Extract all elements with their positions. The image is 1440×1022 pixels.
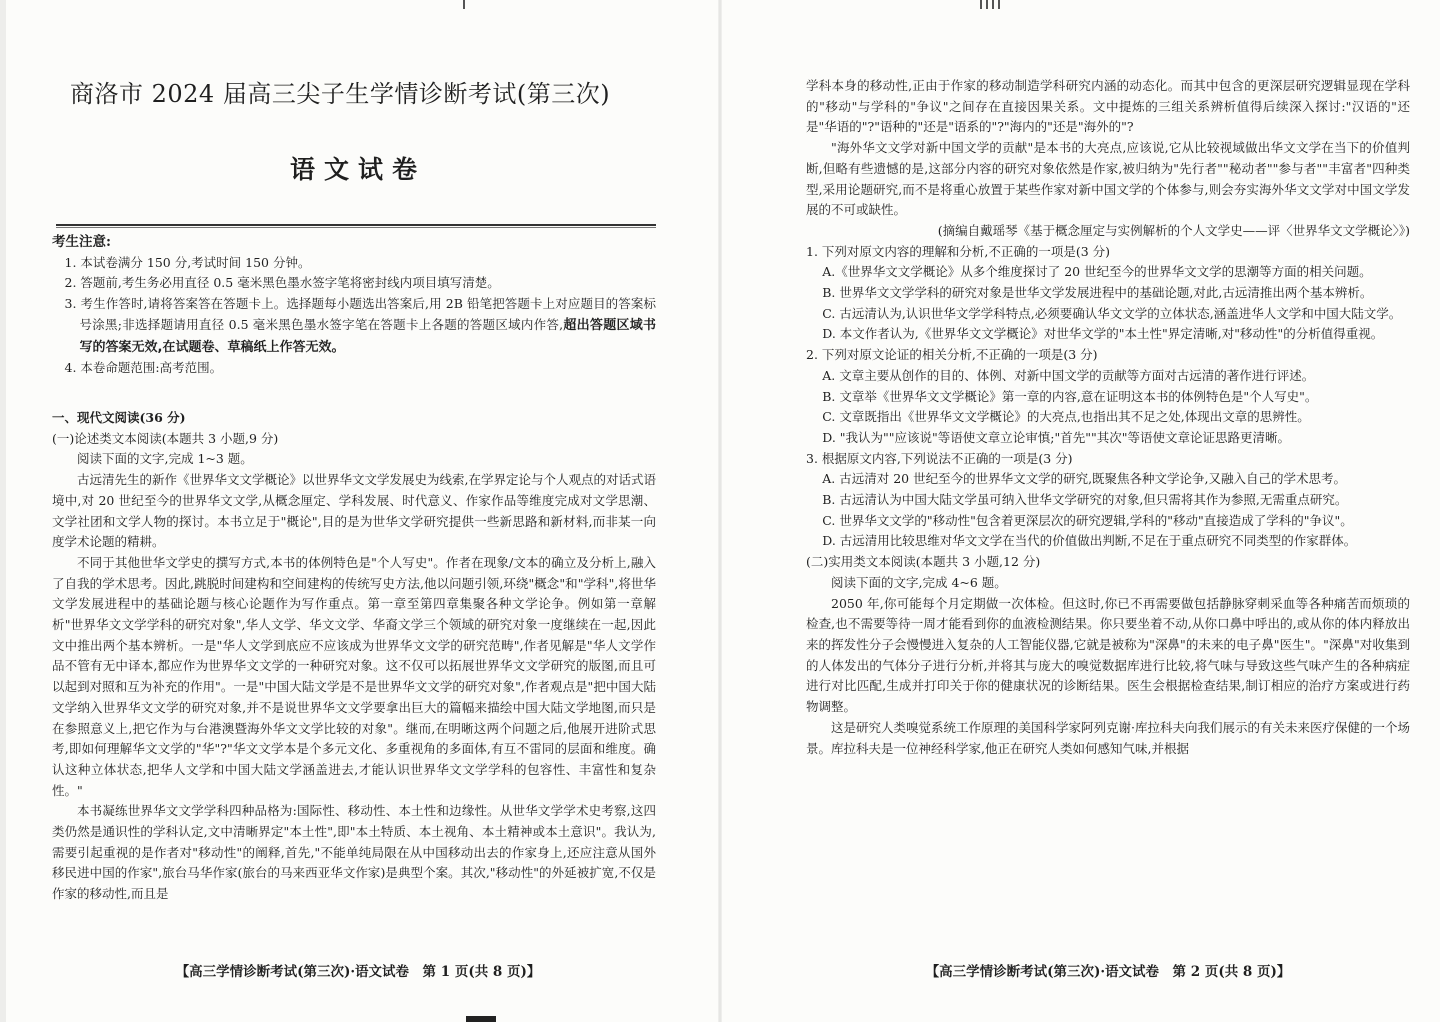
notice-heading: 考生注意: xyxy=(52,234,111,250)
reading-section xyxy=(52,408,656,905)
exam-page-2 xyxy=(806,0,1410,1022)
passage-source: (摘编自戴瑶琴《基于概念厘定与实例解析的个人文学史——评〈世界华文文学概论〉》) xyxy=(937,222,1410,238)
subsection-heading: (一)论述类文本阅读(本题共 3 小题,9 分) xyxy=(52,430,279,446)
passage-paragraph: 古远清先生的新作《世界华文文学概论》以世界华文文学发展史为线索,在学界定论与个人观点的对话式语境中,对 20 世纪至今的世界华文文学,从概念厘定、学科发展、时代意义、作家作品等维度完成对文学思潮、文学社团和文学人物的探讨。本书立足于"概论",目的是为世华文学研究提供一些新思路和新材料,而非某一向度学术论题的精耕。 xyxy=(52,472,656,550)
notice-item-text: 3. 考生作答时,请将答案答在答题卡上。选择题每小题选出答案后,用 2B 铅笔把答题卡上对应题目的答案标号涂黑;非选择题请用直径 0.5 毫米黑色墨水签字笔在答题卡上各题的答题区域内作答, xyxy=(64,296,656,332)
page-footer: 【高三学情诊断考试(第三次)·语文试卷 第 2 页(共 8 页)】 xyxy=(925,964,1291,980)
answer-option: D. 本文作者认为,《世界华文文学概论》对世华文学的"本土性"界定清晰,对"移动性"的分析值得重视。 xyxy=(822,326,1384,342)
header-divider xyxy=(56,224,656,228)
question-stem: 3. 根据原文内容,下列说法不正确的一项是(3 分) xyxy=(806,450,1073,466)
exam-page-1 xyxy=(52,0,664,1022)
answer-option: B. 世界华文文学学科的研究对象是世华文学发展进程中的基础论题,对此,古远清推出两个基本辨析。 xyxy=(822,285,1373,301)
instruction: 阅读下面的文字,完成 1~3 题。 xyxy=(77,451,253,467)
notice-block xyxy=(52,232,656,379)
notice-warning-bold: 超出答题区域书写的答案无效,在试题卷、草稿纸上作答无效。 xyxy=(79,317,656,355)
section-heading: 一、现代文阅读(36 分) xyxy=(52,410,186,425)
exam-subtitle: 语文试卷 xyxy=(289,155,426,184)
answer-option: C. 世界华文文学的"移动性"包含着更深层次的研究逻辑,学科的"移动"直接造成了学科的"争议"。 xyxy=(822,512,1353,528)
answer-option: D. 古远清用比较思维对华文文学在当代的价值做出判断,不足在于重点研究不同类型的作家群体。 xyxy=(822,533,1357,549)
answer-option: C. 古远清认为,认识世华文学学科特点,必须要确认华文文学的立体状态,涵盖进华人文学和中国大陆文学。 xyxy=(822,305,1402,321)
scan-edge xyxy=(0,0,6,1022)
answer-option: A. 古远清对 20 世纪至今的世界华文文学的研究,既聚焦各种文学论争,又融入自己的学术思考。 xyxy=(822,471,1347,487)
notice-item: 4. 本卷命题范围:高考范围。 xyxy=(64,360,223,376)
instruction: 阅读下面的文字,完成 4~6 题。 xyxy=(831,574,1007,590)
answer-option: B. 文章举《世界华文文学概论》第一章的内容,意在证明这本书的体例特色是"个人写史"。 xyxy=(822,388,1318,404)
answer-option: A. 文章主要从创作的目的、体例、对新中国文学的贡献等方面对古远清的著作进行评述。 xyxy=(822,367,1315,383)
page-fold-crease xyxy=(718,0,722,1022)
exam-title: 商洛市 2024 届高三尖子生学情诊断考试(第三次) xyxy=(70,80,611,108)
passage-paragraph: 2050 年,你可能每个月定期做一次体检。但这时,你已不再需要做包括静脉穿刺采血等各种痛苦而烦琐的检查,也不需要等待一周才能看到你的血液检测结果。你只要坐着不动,从你口鼻中呼出的,或从你的体内释放出来的挥发性分子会慢慢进入复杂的人工智能仪器,它就是被称为"深鼻"的未来的电子鼻"医生"。"深鼻"对收集到的人体发出的气体分子进行分析,并将其与庞大的嗅觉数据库进行比较,将气味与导致这些气味产生的各种病症进行对比匹配,生成并打印关于你的健康状况的诊断结果。医生会根据检查结果,制订相应的治疗方案或进行药物调整。 xyxy=(806,595,1410,715)
answer-option: A.《世界华文文学概论》从多个维度探讨了 20 世纪至今的世界华文文学的思潮等方面的相关问题。 xyxy=(822,264,1372,280)
passage-paragraph: "海外华文文学对新中国文学的贡献"是本书的大亮点,应该说,它从比较视域做出华文文学在当下的价值判断,但略有些遗憾的是,这部分内容的研究对象依然是作家,被归纳为"先行者""秘动者""参与者""丰富者"四种类型,采用论题研究,而不是将重心放置于某些作家对新中国文学的个体参与,则会夯实海外华文文学对中国文学发展的不可或缺性。 xyxy=(806,140,1410,218)
notice-item: 1. 本试卷满分 150 分,考试时间 150 分钟。 xyxy=(64,254,311,270)
page-footer: 【高三学情诊断考试(第三次)·语文试卷 第 1 页(共 8 页)】 xyxy=(175,964,541,980)
question-stem: 2. 下列对原文论证的相关分析,不正确的一项是(3 分) xyxy=(806,347,1098,363)
answer-option: D. "我认为""应该说"等语使文章立论审慎;"首先""其次"等语使文章论证思路更清晰。 xyxy=(822,429,1290,445)
passage-continuation xyxy=(806,76,1410,759)
passage-paragraph: 不同于其他世华文学史的撰写方式,本书的体例特色是"个人写史"。作者在现象/文本的确立及分析上,融入了自我的学术思考。因此,跳脱时间建构和空间建构的传统写史方法,他以问题引领,环绕"概念"和"学科",将世华文学发展进程中的基础论题与核心论题作为写作重点。第一章至第四章集聚各种文学论争。例如第一章解析"世界华文文学学科的研究对象",华人文学、华文文学、华裔文学三个领域的研究对象一度继续在一起,因此文中推出两个基本辨析。一是"华人文学到底应不应该成为世界华文文学的研究范畴",作者见解是"华人文学作品不管有无中译本,都应作为世界华文文学的一种研究对象。这不仅可以拓展世界华文文学研究的版图,而且可以起到对照和互为补充的作用"。一是"中国大陆文学是不是世界华文文学的研究对象",作者观点是"把中国大陆文学纳入世界华文文学的研究对象,并不是说世界华文文学要拿出巨大的篇幅来描绘中国大陆文学地图,而只是在参照意义上,把它作为与台港澳暨海外华文文学比较的对象"。继而,在明晰这两个问题之后,他展开进阶式思考,即如何理解华文文学的"华"?"华文文学本是个多元文化、多重视角的多面体,有互不雷同的层面和维度。确认这种立体状态,把华人文学和中国大陆文学涵盖进去,才能认识世界华文文学学科的包容性、丰富性和复杂性。" xyxy=(52,554,656,798)
notice-item xyxy=(52,294,656,358)
passage-paragraph: 这是研究人类嗅觉系统工作原理的美国科学家阿列克谢·库拉科夫向我们展示的有关未来医疗保健的一个场景。库拉科夫是一位神经科学家,他正在研究人类如何感知气味,并根据 xyxy=(806,719,1410,756)
passage-paragraph: 学科本身的移动性,正由于作家的移动制造学科研究内涵的动态化。而其中包含的更深层研究逻辑显现在学科的"移动"与学科的"争议"之间存在直接因果关系。文中提炼的三组关系辨析值得后续深入探讨:"汉语的"还是"华语的"?"语种的"还是"语系的"?"海内的"还是"海外的"? xyxy=(806,78,1410,135)
answer-option: C. 文章既指出《世界华文文学概论》的大亮点,也指出其不足之处,体现出文章的思辨性。 xyxy=(822,409,1310,425)
notice-item: 2. 答题前,考生务必用直径 0.5 毫米黑色墨水签字笔将密封线内项目填写清楚。 xyxy=(64,275,500,291)
question-stem: 1. 下列对原文内容的理解和分析,不正确的一项是(3 分) xyxy=(806,243,1111,259)
passage-paragraph: 本书凝练世界华文文学学科四种品格为:国际性、移动性、本土性和边缘性。从世华文学学术史考察,这四类仍然是通识性的学科认定,文中清晰界定"本土性",即"本土特质、本土视角、本土精神或本土意识"。我认为,需要引起重视的是作者对"移动性"的阐释,首先,"不能单纯局限在从中国移动出去的作家身上,还应注意从国外移民进中国的作家",旅台马华作家(旅台的马来西亚华文作家)是典型个案。其次,"移动性"的外延被扩宽,不仅是作家的移动性,而且是 xyxy=(52,803,656,902)
answer-option: B. 古远清认为中国大陆文学虽可纳入世华文学研究的对象,但只需将其作为参照,无需重点研究。 xyxy=(822,492,1348,508)
subsection-heading: (二)实用类文本阅读(本题共 3 小题,12 分) xyxy=(806,554,1041,570)
